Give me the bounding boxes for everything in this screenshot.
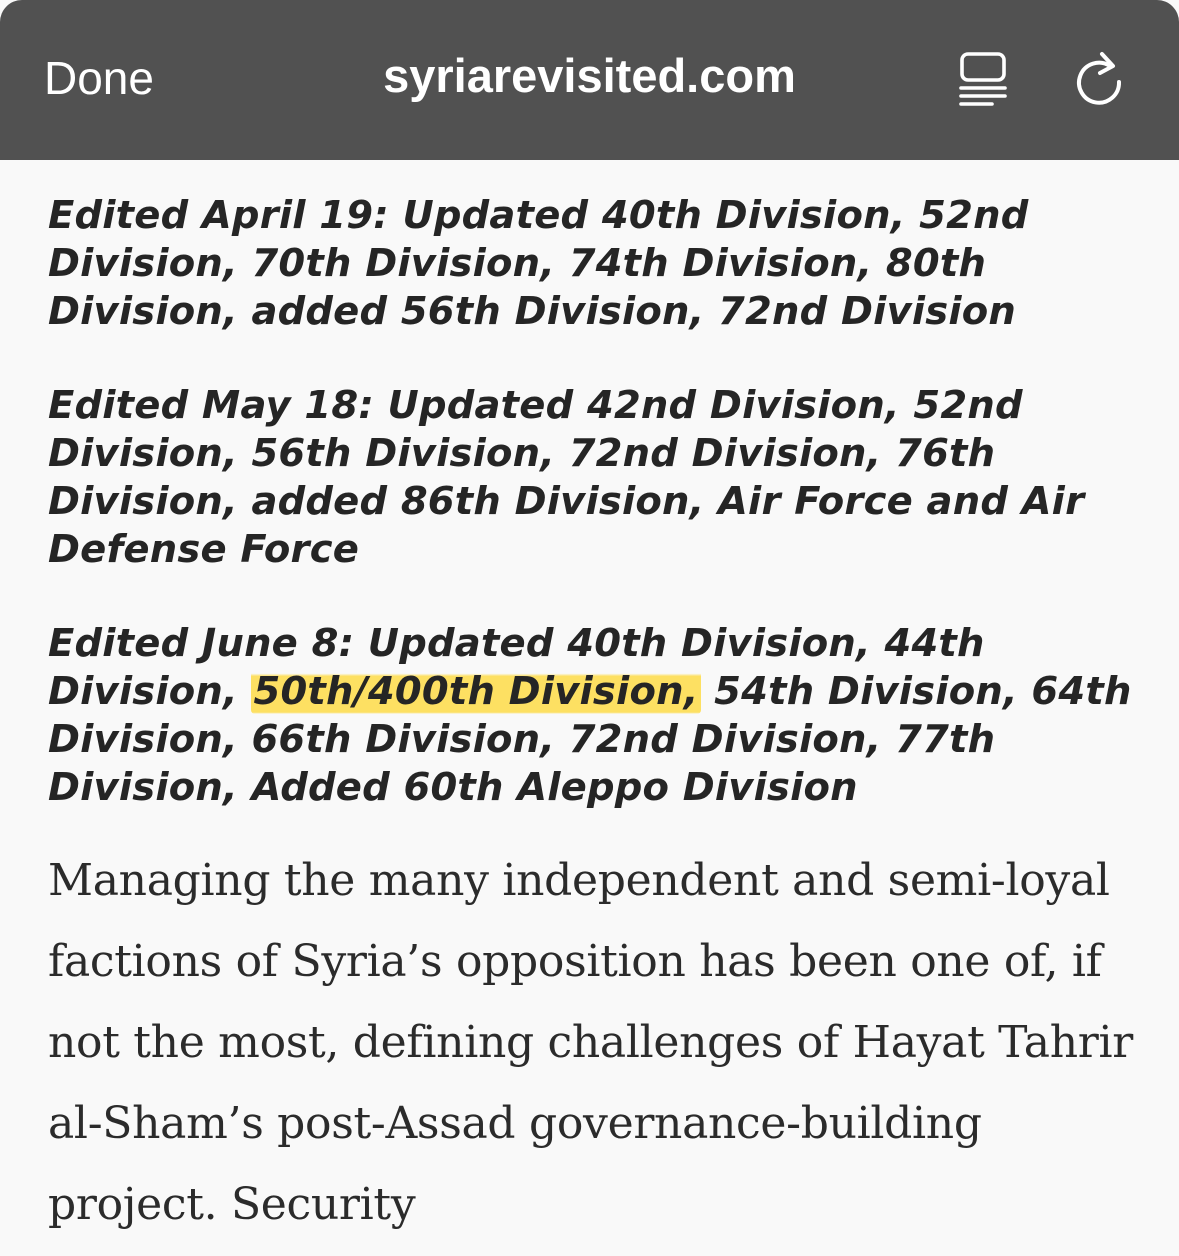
highlighted-text[interactable]: 50th/400th Division, <box>253 669 699 714</box>
done-button[interactable]: Done <box>44 52 154 104</box>
edit-note-may: Edited May 18: Updated 42nd Division, 52nd Division, 56th Division, 72nd Division, 76th Division, added 86th Division, Air Force and Air Defense Force <box>48 383 1085 572</box>
browser-toolbar <box>0 0 1179 160</box>
edit-note-june-text-end: 54th Division, 64th Division, 66th Division, 72nd Division, 77th Division, Added 60th Aleppo Division <box>48 669 1132 810</box>
edit-note-june-text: Edited June 8: Updated 40th Division, 44th Division, <box>48 621 985 714</box>
article-paragraph: Managing the many independent and semi-loyal factions of Syria’s opposition has been one of, if not the most, defining challenges of Hayat Tahrir al-Sham’s post-Assad governance-building project. Security <box>48 855 1134 1230</box>
reader-view-icon[interactable] <box>952 48 1012 108</box>
reload-icon[interactable] <box>1070 46 1130 108</box>
edit-note-april: Edited April 19: Updated 40th Division, 52nd Division, 70th Division, 74th Division, 80th Division, added 56th Division, 72nd Division <box>48 193 1029 334</box>
article-content <box>48 192 1138 1245</box>
edit-note-june <box>48 620 1138 812</box>
url-display[interactable]: syriarevisited.com <box>383 49 796 102</box>
